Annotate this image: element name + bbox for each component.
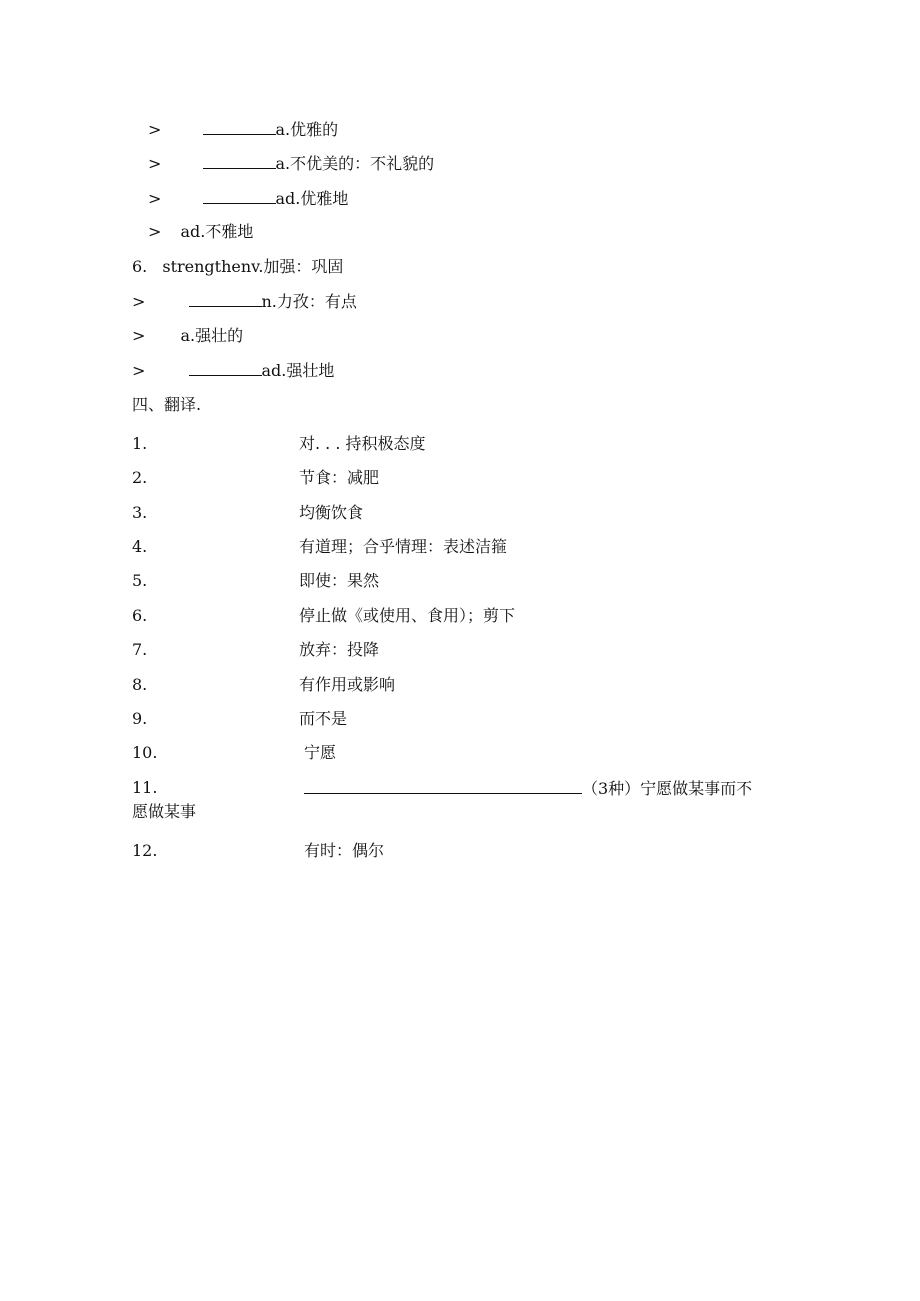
translation-text: 均衡饮食 — [299, 503, 364, 522]
bullet-marker: > — [148, 222, 162, 241]
item-text: strengthenv.加强：巩固 — [162, 257, 344, 276]
translation-text: 有道理；合乎情理：表述洁箍 — [299, 537, 508, 556]
bullet-marker: > — [148, 154, 162, 173]
translation-number: 4. — [132, 537, 148, 556]
word-form-item — [148, 221, 253, 243]
answer-blank — [189, 359, 262, 376]
word-form-item — [148, 187, 348, 209]
item-text: a.优雅的 — [275, 120, 339, 139]
item-text: n.力孜：有点 — [261, 292, 357, 311]
translation-text: （3种）宁愿做某事而不 — [582, 779, 753, 798]
translation-number: 12. — [132, 841, 158, 860]
answer-blank — [203, 152, 276, 169]
item-text: ad.强壮地 — [261, 361, 335, 380]
translation-text: 有时：偶尔 — [304, 841, 385, 860]
translation-text: 停止做《或使用、食用）；剪下 — [299, 606, 516, 625]
bullet-marker: > — [148, 120, 162, 139]
item-text: a.不优美的：不礼貌的 — [275, 154, 435, 173]
translation-text: 即使：果然 — [299, 571, 380, 590]
answer-blank — [304, 777, 582, 794]
translation-number: 6. — [132, 606, 148, 625]
bullet-marker: > — [132, 361, 146, 380]
translation-text: 节食：减肥 — [299, 468, 380, 487]
item-text: ad.优雅地 — [275, 189, 349, 208]
bullet-marker: > — [132, 326, 146, 345]
item-number: 6. — [132, 257, 148, 276]
word-form-item — [132, 359, 334, 381]
answer-blank — [189, 290, 262, 307]
translation-number: 10. — [132, 743, 158, 762]
word-form-item — [148, 152, 434, 174]
translation-number: 5. — [132, 571, 148, 590]
translation-number: 2. — [132, 468, 148, 487]
translation-number: 11. — [132, 778, 158, 797]
item-text: a.强壮的 — [180, 326, 244, 345]
translation-text: 有作用或影响 — [299, 675, 396, 694]
bullet-marker: > — [132, 292, 146, 311]
bullet-marker: > — [148, 189, 162, 208]
section-heading: 四、翻译. — [132, 395, 202, 414]
numbered-item — [132, 256, 343, 278]
translation-number: 3. — [132, 503, 148, 522]
translation-number: 7. — [132, 640, 148, 659]
translation-text: 对. . . 持积极态度 — [299, 434, 426, 453]
translation-text: 而不是 — [299, 709, 348, 728]
translation-text-continued: 愿做某事 — [132, 802, 197, 821]
answer-blank — [203, 187, 276, 204]
word-form-item — [132, 325, 243, 347]
translation-blank-line — [304, 777, 752, 799]
item-text: ad.不雅地 — [180, 222, 254, 241]
translation-number: 1. — [132, 434, 148, 453]
translation-text: 放弃：投降 — [299, 640, 380, 659]
translation-number: 8. — [132, 675, 148, 694]
answer-blank — [203, 118, 276, 135]
word-form-item — [132, 290, 357, 312]
word-form-item — [148, 118, 338, 140]
translation-number: 9. — [132, 709, 148, 728]
translation-text: 宁愿 — [304, 743, 337, 762]
